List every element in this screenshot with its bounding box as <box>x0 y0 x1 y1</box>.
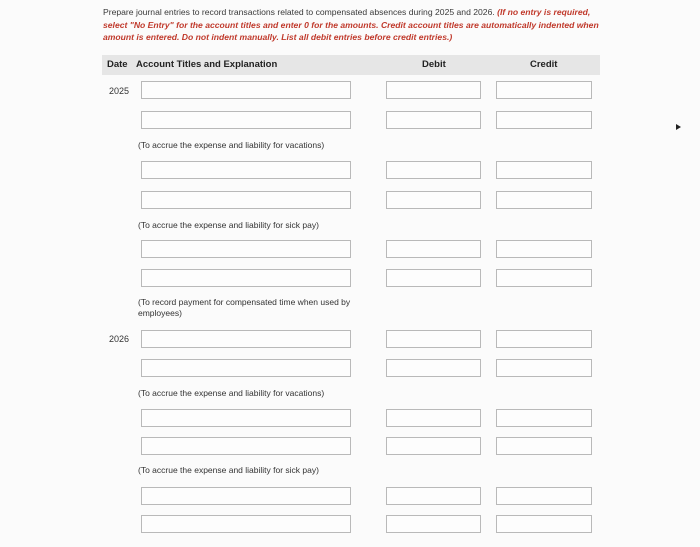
account-title-input[interactable] <box>141 81 351 99</box>
account-title-input[interactable] <box>141 487 351 505</box>
credit-amount-input[interactable] <box>496 161 592 179</box>
credit-amount-input[interactable] <box>496 330 592 348</box>
debit-amount-input[interactable] <box>386 161 481 179</box>
debit-amount-input[interactable] <box>386 269 481 287</box>
entry-explanation: (To accrue the expense and liability for vacations) <box>138 140 325 150</box>
mouse-cursor-icon <box>676 124 681 130</box>
instructions-text: Prepare journal entries to record transactions related to compensated absences during 2025 and 2026. <box>103 7 498 17</box>
credit-amount-input[interactable] <box>496 191 592 209</box>
entry-explanation: (To record payment for compensated time when used by employees) <box>138 297 351 318</box>
debit-amount-input[interactable] <box>386 81 481 99</box>
debit-column-header: Debit <box>422 59 446 70</box>
account-title-input[interactable] <box>141 409 351 427</box>
credit-amount-input[interactable] <box>496 111 592 129</box>
debit-amount-input[interactable] <box>386 330 481 348</box>
account-title-input[interactable] <box>141 161 351 179</box>
entry-explanation: (To accrue the expense and liability for sick pay) <box>138 465 319 475</box>
debit-amount-input[interactable] <box>386 359 481 377</box>
debit-amount-input[interactable] <box>386 437 481 455</box>
debit-amount-input[interactable] <box>386 240 481 258</box>
debit-amount-input[interactable] <box>386 487 481 505</box>
debit-amount-input[interactable] <box>386 191 481 209</box>
account-title-input[interactable] <box>141 191 351 209</box>
date-column-header: Date <box>107 59 128 70</box>
debit-amount-input[interactable] <box>386 409 481 427</box>
account-column-header: Account Titles and Explanation <box>136 59 278 70</box>
year-2026: 2026 <box>109 334 130 344</box>
table-header <box>102 55 600 75</box>
account-title-input[interactable] <box>141 437 351 455</box>
instructions-emphasis: (If no entry is required, select "No Entry" for the account titles and enter 0 for the amounts. Credit account titles are automatically indented when amount is entered. Do not indent manually. List all debit entries before credit entries.) <box>103 7 599 42</box>
debit-amount-input[interactable] <box>386 111 481 129</box>
credit-amount-input[interactable] <box>496 409 592 427</box>
credit-amount-input[interactable] <box>496 487 592 505</box>
instructions <box>103 6 603 44</box>
account-title-input[interactable] <box>141 111 351 129</box>
entry-explanation: (To accrue the expense and liability for sick pay) <box>138 220 319 230</box>
account-title-input[interactable] <box>141 330 351 348</box>
credit-amount-input[interactable] <box>496 81 592 99</box>
entry-explanation: (To accrue the expense and liability for vacations) <box>138 388 325 398</box>
credit-amount-input[interactable] <box>496 240 592 258</box>
credit-amount-input[interactable] <box>496 437 592 455</box>
account-title-input[interactable] <box>141 515 351 533</box>
credit-amount-input[interactable] <box>496 269 592 287</box>
credit-column-header: Credit <box>530 59 558 70</box>
account-title-input[interactable] <box>141 359 351 377</box>
debit-amount-input[interactable] <box>386 515 481 533</box>
credit-amount-input[interactable] <box>496 515 592 533</box>
year-2025: 2025 <box>109 86 130 96</box>
credit-amount-input[interactable] <box>496 359 592 377</box>
account-title-input[interactable] <box>141 240 351 258</box>
account-title-input[interactable] <box>141 269 351 287</box>
